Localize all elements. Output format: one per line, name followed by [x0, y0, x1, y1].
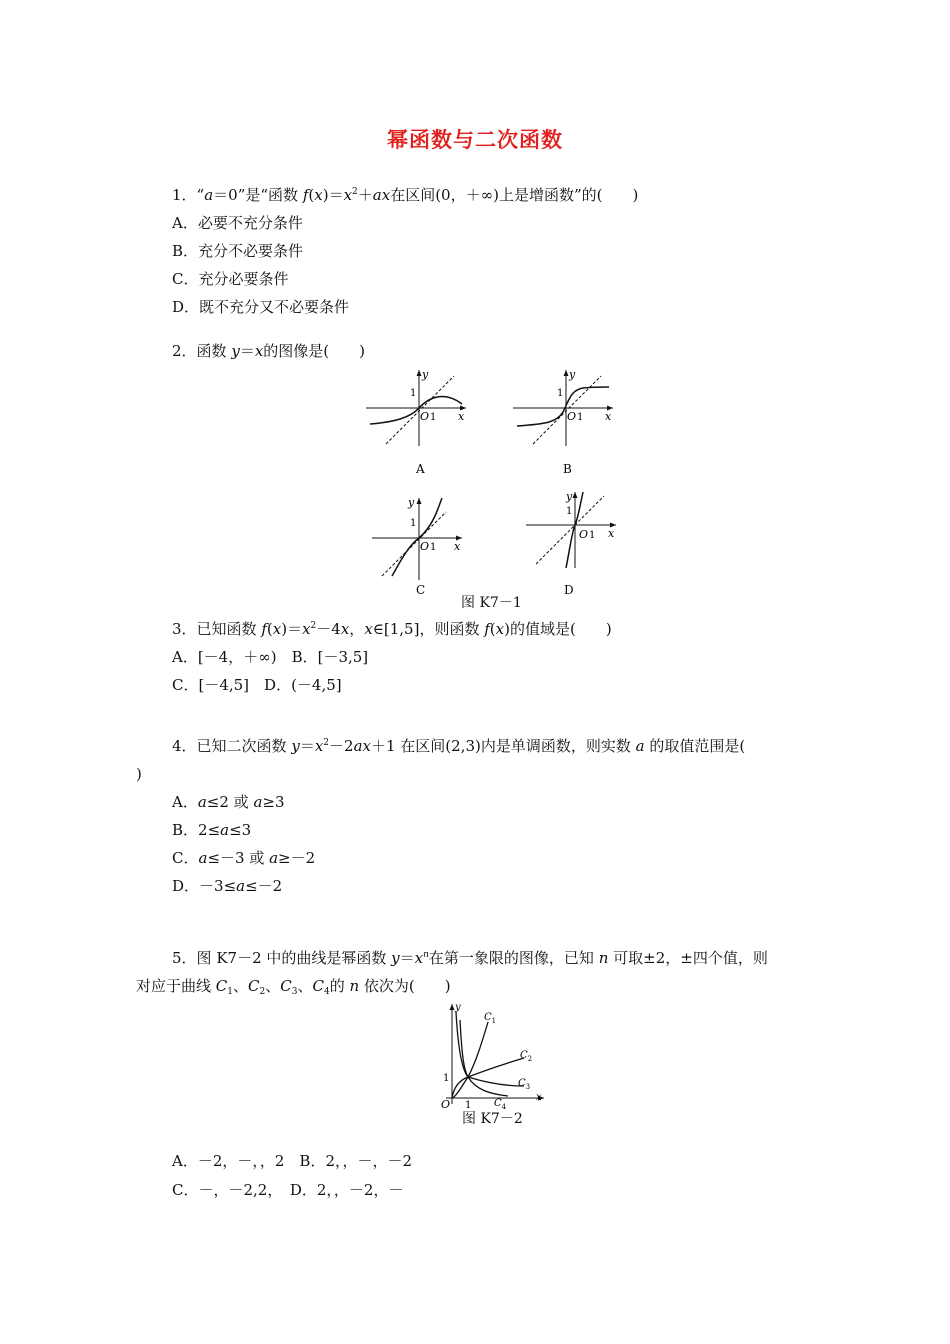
var-x: x	[340, 620, 350, 638]
tick-one-y: 1	[566, 506, 573, 517]
var-a: a	[253, 793, 263, 811]
tick-one-x: 1	[465, 1100, 472, 1111]
option-a	[172, 792, 285, 812]
stem-text: (	[308, 186, 315, 204]
var-ax: ax	[353, 737, 371, 755]
var-x: x	[302, 620, 311, 638]
stem-text: )＝	[322, 186, 344, 204]
graph-a	[366, 366, 476, 476]
stem-text: “	[196, 186, 205, 204]
page-title: 幂函数与二次函数	[387, 127, 563, 152]
option-prefix: B．2≤	[172, 821, 221, 839]
curve-label-c2: $C_2$	[520, 1050, 533, 1063]
var-x: x	[364, 620, 373, 638]
tick-one-y: 1	[443, 1073, 450, 1084]
stem-text: )＝	[281, 620, 303, 638]
option-b	[172, 820, 251, 840]
option-prefix: D．－3≤	[172, 877, 237, 895]
options-row-2: C．－，－2,2， D．2，，－2，－	[172, 1181, 404, 1199]
question-4-stem-end: )	[136, 765, 142, 783]
option-text: ≤3	[229, 821, 252, 839]
var-a: a	[236, 877, 246, 895]
option-text: ≥－2	[278, 849, 316, 867]
option-b: B．充分不必要条件	[172, 242, 304, 260]
stem-text: (	[489, 620, 496, 638]
curve	[392, 498, 442, 576]
option-label: C	[416, 583, 426, 597]
stem-text: 、	[233, 977, 249, 995]
question-5-stem	[172, 948, 768, 968]
var-a: a	[197, 793, 207, 811]
stem-text: 对应于曲线	[136, 977, 216, 995]
stem-text: ＝	[299, 737, 315, 755]
question-4-stem	[172, 736, 745, 756]
stem-text: 的取值范围是(	[644, 737, 746, 755]
curve-name: C	[248, 977, 260, 995]
x-axis-label: x	[605, 410, 612, 423]
origin-label: O	[420, 410, 430, 423]
var-f: f	[484, 620, 490, 638]
option-label: D	[564, 583, 574, 597]
question-number: 2．	[172, 342, 197, 360]
y-axis-arrow	[573, 492, 578, 498]
curve	[370, 396, 462, 424]
origin-label: O	[441, 1098, 451, 1111]
graph-d	[524, 488, 634, 598]
question-5-stem-line-2	[136, 976, 451, 996]
var-x: x	[254, 342, 264, 360]
option-label: B	[563, 462, 572, 476]
var-n: n	[598, 949, 609, 967]
figure-caption: 图 K7－1	[461, 595, 522, 611]
y-axis-label: y	[455, 1002, 461, 1013]
tick-one-x: 1	[577, 412, 584, 423]
exponent: 2	[352, 187, 358, 197]
question-1-stem	[172, 185, 638, 205]
stem-text: ＝	[399, 949, 415, 967]
stem-text: －4	[316, 620, 341, 638]
var-y: y	[391, 949, 400, 967]
stem-text: 在第一象限的图像，已知	[428, 949, 599, 967]
origin-label: O	[420, 540, 430, 553]
var-x: x	[414, 949, 424, 967]
options-row-1: A．[－4，＋∞) B．[－3,5]	[172, 648, 369, 666]
option-label: A	[416, 462, 425, 476]
stem-text: 、	[265, 977, 281, 995]
stem-text: 的	[329, 977, 350, 995]
curve-label-c3: $C_3$	[518, 1078, 531, 1091]
y-axis-label: y	[422, 368, 429, 381]
question-2-stem	[172, 341, 365, 361]
stem-text: ＋	[357, 186, 373, 204]
option-c	[172, 848, 315, 868]
question-3-stem	[172, 619, 612, 639]
question-number: 5．	[172, 949, 197, 967]
curve-label-c4: $C_4$	[494, 1098, 507, 1111]
x-axis-label: x	[536, 1092, 542, 1103]
var-f: f	[302, 186, 309, 204]
stem-text: 、	[297, 977, 313, 995]
option-d	[172, 876, 282, 896]
subscript: 1	[227, 987, 233, 997]
options-row-2: C．[－4,5] D．(－4,5]	[172, 676, 342, 694]
tick-one-x: 1	[430, 542, 437, 553]
curve-name: C	[280, 977, 292, 995]
question-number: 4．	[172, 737, 197, 755]
figure-caption: 图 K7－2	[462, 1111, 523, 1127]
option-text: ≤－2	[245, 877, 283, 895]
origin-label: O	[567, 410, 577, 423]
power-function-graph	[436, 1000, 552, 1110]
option-text: ≤2 或	[206, 793, 254, 811]
var-x: x	[314, 186, 323, 204]
option-c: C．充分必要条件	[172, 270, 289, 288]
stem-text: ∈[1,5]，则函数	[372, 620, 485, 638]
var-a: a	[204, 186, 214, 204]
exponent: n	[423, 950, 429, 960]
stem-text: 函数	[196, 342, 232, 360]
stem-text: －2	[329, 737, 354, 755]
stem-text: (	[266, 620, 273, 638]
stem-text: 图 K7－2 中的曲线是幂函数	[196, 949, 392, 967]
subscript: 2	[259, 987, 266, 997]
subscript: 3	[291, 987, 298, 997]
tick-one-x: 1	[430, 412, 437, 423]
var-ax: ax	[372, 186, 391, 204]
graph-b	[513, 366, 623, 476]
x-axis-label: x	[454, 540, 461, 553]
exponent: 2	[310, 621, 317, 631]
curve-c3	[456, 1012, 524, 1086]
y-axis-label: y	[566, 490, 573, 503]
options-row-1: A．－2，－，，2 B．2，，－，－2	[172, 1152, 413, 1170]
var-y: y	[231, 342, 240, 360]
tick-one-y: 1	[410, 518, 417, 529]
stem-text: )的值域是( )	[504, 620, 612, 638]
var-x: x	[343, 186, 353, 204]
option-prefix: C．	[172, 849, 199, 867]
var-a: a	[635, 737, 645, 755]
exponent: 2	[323, 738, 330, 748]
y-axis-arrow	[417, 370, 422, 376]
option-a: A．必要不充分条件	[172, 214, 303, 232]
subscript: 4	[323, 987, 330, 997]
curve-name: C	[312, 977, 324, 995]
option-prefix: A．	[172, 793, 198, 811]
y-axis-arrow	[417, 498, 422, 504]
var-a: a	[220, 821, 230, 839]
option-text: ≥3	[262, 793, 285, 811]
curve-name: C	[215, 977, 228, 995]
y-axis-arrow	[564, 370, 569, 376]
var-x: x	[314, 737, 324, 755]
var-a: a	[269, 849, 279, 867]
question-number: 3．	[172, 620, 197, 638]
stem-text: ＝0”是“函数	[213, 186, 303, 204]
stem-text: 已知二次函数	[196, 737, 292, 755]
var-x: x	[272, 620, 282, 638]
question-number: 1．	[172, 186, 197, 204]
y-axis-arrow	[450, 1004, 455, 1010]
y-axis-label: y	[408, 496, 415, 509]
var-x: x	[495, 620, 505, 638]
var-a: a	[198, 849, 208, 867]
stem-text: 可取±2，±四个值，则	[608, 949, 768, 967]
stem-text: ＝	[239, 342, 255, 360]
graph-c	[366, 494, 476, 604]
x-axis-label: x	[608, 527, 615, 540]
origin-label: O	[579, 528, 589, 541]
var-n: n	[349, 977, 360, 995]
curve-label-c1: $C_1$	[484, 1012, 497, 1025]
stem-text: ＋1 在区间(2,3)内是单调函数，则实数	[370, 737, 636, 755]
stem-text: 的图像是( )	[263, 342, 366, 360]
tick-one-y: 1	[557, 388, 564, 399]
stem-text: 依次为( )	[359, 977, 451, 995]
stem-text: 已知函数	[196, 620, 262, 638]
stem-text: ，	[349, 620, 365, 638]
tick-one-x: 1	[589, 530, 596, 541]
y-axis-label: y	[569, 368, 576, 381]
option-text: ≤－3 或	[207, 849, 270, 867]
stem-text: 在区间(0，＋∞)上是增函数”的( )	[390, 186, 639, 204]
x-axis-label: x	[458, 410, 465, 423]
tick-one-y: 1	[410, 388, 417, 399]
var-f: f	[261, 620, 267, 638]
option-d: D．既不充分又不必要条件	[172, 298, 350, 316]
var-y: y	[291, 737, 300, 755]
